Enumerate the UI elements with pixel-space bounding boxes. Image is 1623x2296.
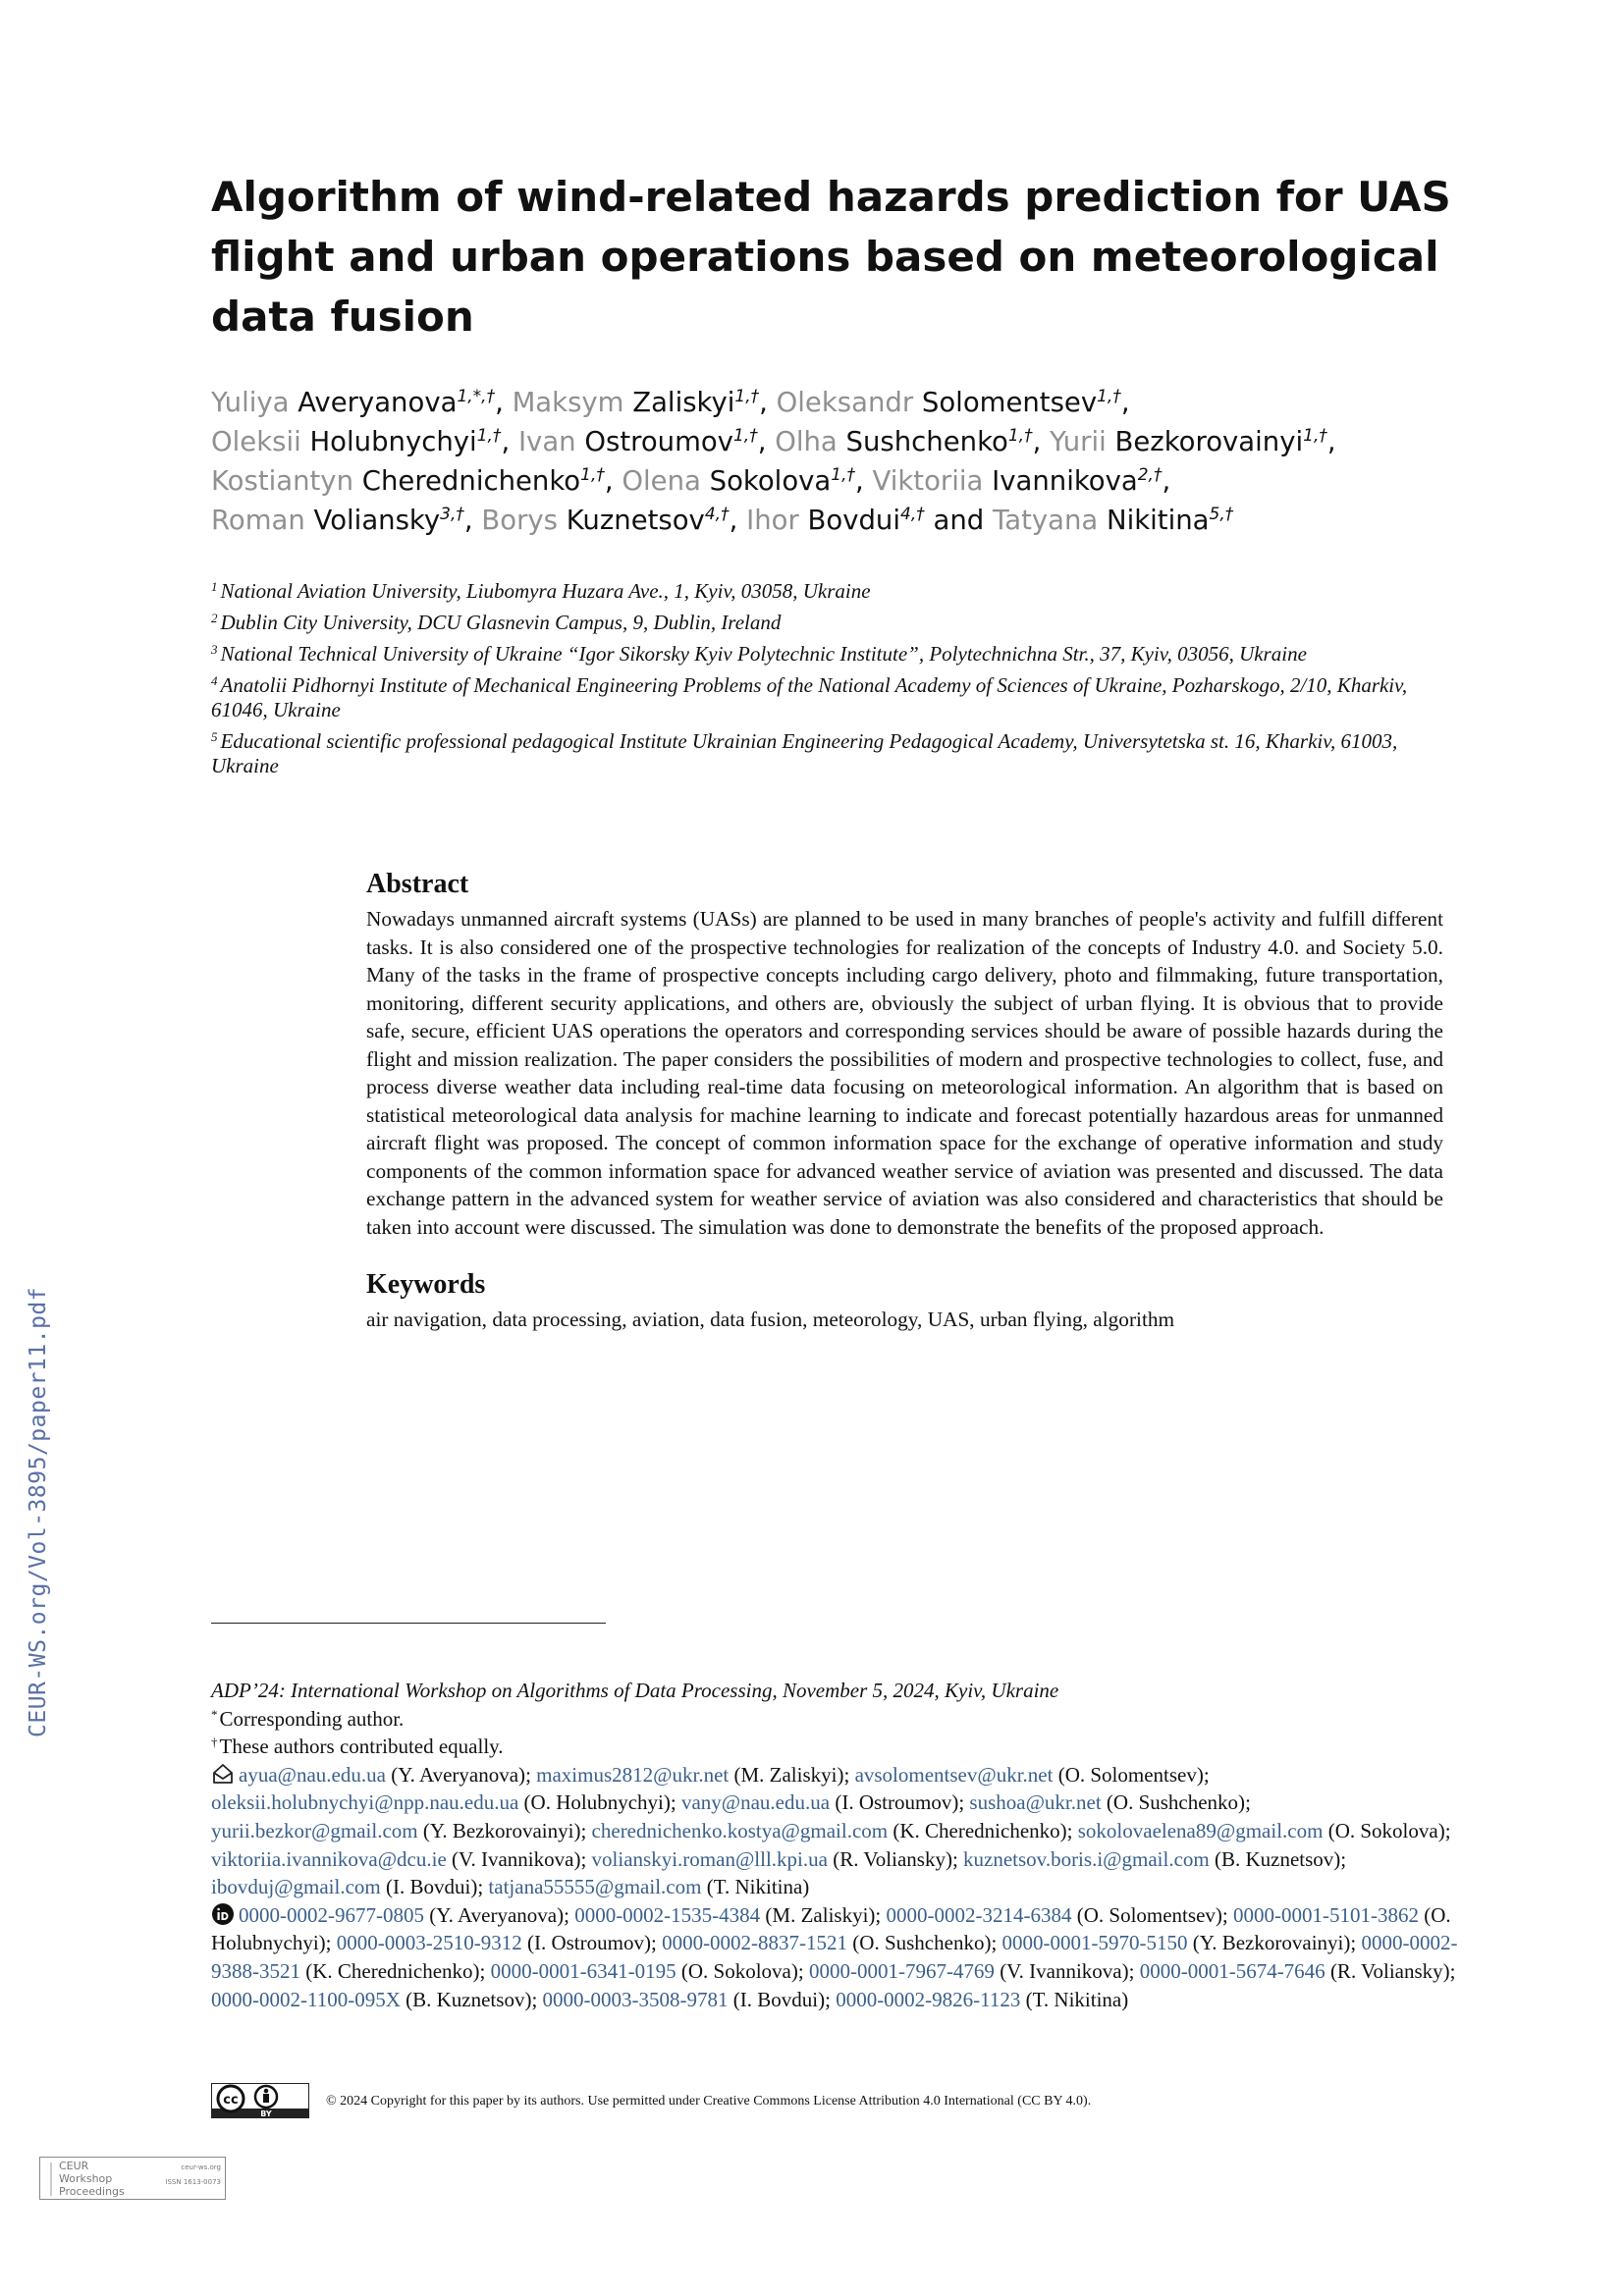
author-last-name: Bovdui bbox=[807, 505, 900, 536]
orcid-link[interactable]: 0000-0001-5674-7646 bbox=[1139, 1958, 1325, 1983]
orcid-link[interactable]: 0000-0002-8837-1521 bbox=[662, 1931, 848, 1955]
email-owner: (I. Bovdui) bbox=[386, 1875, 478, 1899]
keywords-heading: Keywords bbox=[366, 1269, 486, 1300]
email-owner: (K. Cherednichenko) bbox=[893, 1818, 1067, 1842]
author-name bbox=[873, 465, 1171, 497]
author-first-name: Kostiantyn bbox=[211, 465, 354, 497]
abstract-text: Nowadays unmanned aircraft systems (UASs) are planned to be used in many branches of people's activity and fulfill different tasks. It is also considered one of the prospective technologies for realization of the concepts of Industry 4.0. and Society 5.0. Many of the tasks in the frame of prospective concepts including cargo delivery, photo and filmmaking, future transportation, monitoring, different security applications, and others are, obviously the subject of urban flying. It is obvious that to provide safe, secure, efficient UAS operations the operators and corresponding services should be aware of possible hazards during the flight and mission realization. The paper considers the possibilities of modern and prospective technologies to collect, fuse, and process diverse weather data including real-time data focusing on meteorological information. An algorithm that is based on statistical meteorological data analysis for machine learning to indicate and forecast potentially hazardous areas for unmanned aircraft flight was proposed. The concept of common information space for the exchange of operative information and study components of the common information space for advanced weather service of aviation was presented and discussed. The data exchange pattern in the advanced system for weather service of aviation was also considered and characteristics that should be taken into account were discussed. The simulation was done to demonstrate the benefits of the proposed approach. bbox=[366, 907, 1443, 1239]
orcid-owner: (Y. Bezkorovainyi) bbox=[1192, 1931, 1351, 1955]
author-separator: , bbox=[1326, 426, 1336, 457]
author-name bbox=[211, 426, 510, 457]
orcid-link[interactable]: 0000-0001-7967-4769 bbox=[808, 1958, 995, 1983]
conference-note: ADP’24: International Workshop on Algorithms of Data Processing, November 5, 2024, Kyiv, Ukraine bbox=[211, 1679, 1059, 1702]
email-owner: (O. Sushchenko) bbox=[1106, 1790, 1246, 1815]
equal-contrib-note: †These authors contributed equally. bbox=[211, 1735, 504, 1759]
email-owner: (M. Zaliskyi) bbox=[733, 1762, 844, 1787]
affiliation-text: Dublin City University, DCU Glasnevin Campus, 9, Dublin, Ireland bbox=[220, 611, 782, 634]
author-first-name: Yurii bbox=[1050, 426, 1107, 457]
author-name bbox=[211, 387, 504, 418]
author-first-name: Ihor bbox=[746, 505, 799, 536]
author-affiliation-marks: 3,† bbox=[440, 505, 464, 524]
orcid-owner: (K. Cherednichenko) bbox=[305, 1958, 480, 1983]
paper-title: Algorithm of wind-related hazards prediction for UAS flight and urban operations based on meteorological data fusion bbox=[211, 173, 1451, 341]
affiliation-number: 1 bbox=[211, 579, 218, 594]
author-separator: , bbox=[757, 426, 767, 457]
author-first-name: Olha bbox=[775, 426, 838, 457]
author-last-name: Sokolova bbox=[709, 465, 832, 497]
author-first-name: Roman bbox=[211, 505, 305, 536]
author-first-name: Yuliya bbox=[211, 387, 290, 418]
affiliation-list bbox=[211, 579, 1438, 785]
footnote-rule bbox=[211, 1623, 606, 1624]
affiliation bbox=[211, 579, 1438, 604]
orcid-link[interactable]: 0000-0003-2510-9312 bbox=[336, 1931, 522, 1955]
svg-text:Proceedings: Proceedings bbox=[59, 2185, 125, 2198]
email-link[interactable]: sushoa@ukr.net bbox=[969, 1790, 1102, 1815]
author-separator: , bbox=[463, 505, 473, 536]
author-separator: and bbox=[924, 505, 985, 536]
ceur-workshop-logo bbox=[39, 2157, 226, 2200]
author-name bbox=[211, 465, 614, 497]
orcid-owner: (B. Kuznetsov) bbox=[406, 1987, 532, 2011]
author-affiliation-marks: 1,† bbox=[476, 426, 502, 446]
author-last-name: Kuznetsov bbox=[566, 505, 705, 536]
abstract-section bbox=[366, 868, 1443, 1334]
email-link[interactable]: avsolomentsev@ukr.net bbox=[854, 1762, 1054, 1787]
svg-text:CEUR: CEUR bbox=[59, 2160, 89, 2172]
author-name bbox=[211, 505, 473, 536]
orcid-owner: (Y. Averyanova) bbox=[429, 1902, 565, 1927]
side-url[interactable] bbox=[18, 1207, 51, 1737]
email-link[interactable]: vany@nau.edu.ua bbox=[680, 1790, 831, 1815]
affiliation-text: National Technical University of Ukraine “Igor Sikorsky Kyiv Polytechnic Institute”, Polytechnichna Str., 37, Kyiv, 03056, Ukraine bbox=[220, 642, 1307, 666]
footnotes bbox=[211, 1677, 1458, 2013]
author-affiliation-marks: 1,*,† bbox=[457, 387, 496, 406]
email-link[interactable]: sokolovaelena89@gmail.com bbox=[1077, 1818, 1324, 1842]
author-affiliation-marks: 5,† bbox=[1209, 505, 1234, 524]
orcid-link[interactable]: 0000-0002-9388-3521 bbox=[211, 1931, 1458, 1983]
author-last-name: Voliansky bbox=[313, 505, 441, 536]
author-last-name: Cherednichenko bbox=[361, 465, 581, 497]
email-list: ayua@nau.edu.ua (Y. Averyanova); maximus2812@ukr.net (M. Zaliskyi); avsolomentsev@ukr.net (O. Solomentsev); oleksii.holubnychyi@npp.nau.edu.ua (O. Holubnychyi); vany@nau.edu.ua (I. Ostroumov); sushoa@ukr.net (O. Sushchenko); yurii.bezkor@gmail.com (Y. Bezkorovainyi); cherednichenko.kostya@gmail.com (K. Cherednichenko); sokolovaelena89@gmail.com (O. Sokolova); viktoriia.ivannikova@dcu.ie (V. Ivannikova); volianskyi.roman@lll.kpi.ua (R. Voliansky); kuznetsov.boris.i@gmail.com (B. Kuznetsov); ibovduj@gmail.com (I. Bovdui); tatjana55555@gmail.com (T. Nikitina) bbox=[211, 1762, 1451, 1899]
orcid-icon bbox=[211, 1902, 235, 1926]
email-owner: (O. Holubnychyi) bbox=[523, 1790, 671, 1815]
email-link[interactable]: tatjana55555@gmail.com bbox=[488, 1875, 702, 1899]
orcid-owner: (O. Solomentsev) bbox=[1076, 1902, 1222, 1927]
author-last-name: Averyanova bbox=[298, 387, 458, 418]
author-separator: , bbox=[1162, 465, 1171, 497]
email-owner: (Y. Averyanova) bbox=[391, 1762, 526, 1787]
author-last-name: Bezkorovainyi bbox=[1114, 426, 1304, 457]
orcid-link[interactable]: 0000-0002-1100-095X bbox=[211, 1987, 401, 2011]
author-name bbox=[518, 426, 767, 457]
email-owner: (R. Voliansky) bbox=[833, 1846, 952, 1871]
author-separator: , bbox=[501, 426, 511, 457]
author-first-name: Olena bbox=[622, 465, 701, 497]
author-name bbox=[775, 426, 1041, 457]
affiliation-number: 2 bbox=[211, 611, 218, 625]
author-first-name: Ivan bbox=[517, 426, 576, 457]
author-separator: , bbox=[495, 387, 504, 418]
cc-by-badge-icon[interactable] bbox=[211, 2083, 309, 2118]
orcid-owner: (V. Ivannikova) bbox=[1000, 1958, 1129, 1983]
author-affiliation-marks: 1,† bbox=[1097, 387, 1121, 406]
author-first-name: Viktoriia bbox=[872, 465, 984, 497]
author-affiliation-marks: 1,† bbox=[580, 465, 605, 485]
orcid-owner: (T. Nikitina) bbox=[1025, 1987, 1129, 2011]
author-last-name: Holubnychyi bbox=[309, 426, 477, 457]
affiliation-number: 3 bbox=[211, 642, 218, 657]
author-last-name: Ostroumov bbox=[584, 426, 733, 457]
email-link[interactable]: cherednichenko.kostya@gmail.com bbox=[591, 1818, 889, 1842]
keywords-text: air navigation, data processing, aviation, data fusion, meteorology, UAS, urban flying, algorithm bbox=[366, 1308, 1175, 1331]
orcid-list: 0000-0002-9677-0805 (Y. Averyanova); 0000-0002-1535-4384 (M. Zaliskyi); 0000-0002-3214-6384 (O. Solomentsev); 0000-0001-5101-3862 (O. Holubnychyi); 0000-0003-2510-9312 (I. Ostroumov); 0000-0002-8837-1521 (O. Sushchenko); 0000-0001-5970-5150 (Y. Bezkorovainyi); 0000-0002-9388-3521 (K. Cherednichenko); 0000-0001-6341-0195 (O. Sokolova); 0000-0001-7967-4769 (V. Ivannikova); 0000-0001-5674-7646 (R. Voliansky); 0000-0002-1100-095X (B. Kuznetsov); 0000-0003-3508-9781 (I. Bovdui); 0000-0002-9826-1123 (T. Nikitina) bbox=[211, 1902, 1458, 2011]
affiliation bbox=[211, 611, 1438, 635]
email-link[interactable]: ibovduj@gmail.com bbox=[211, 1875, 381, 1899]
orcid-link[interactable]: 0000-0001-5101-3862 bbox=[1232, 1902, 1419, 1927]
affiliation-number: 4 bbox=[211, 673, 218, 688]
orcid-owner: (M. Zaliskyi) bbox=[765, 1902, 876, 1927]
author-separator: , bbox=[604, 465, 614, 497]
orcid-owner: (I. Ostroumov) bbox=[526, 1931, 651, 1955]
email-owner: (O. Sokolova) bbox=[1327, 1818, 1445, 1842]
author-name bbox=[481, 505, 737, 536]
svg-text:cc: cc bbox=[223, 2093, 239, 2108]
affiliation bbox=[211, 642, 1438, 667]
orcid-owner: (O. Sushchenko) bbox=[852, 1931, 992, 1955]
affiliation-text: Educational scientific professional pedagogical Institute Ukrainian Engineering Pedagogical Academy, Universytetska st. 16, Kharkiv, 61003, Ukraine bbox=[211, 729, 1398, 777]
email-owner: (Y. Bezkorovainyi) bbox=[422, 1818, 581, 1842]
envelope-house-icon bbox=[211, 1762, 235, 1786]
orcid-link[interactable]: 0000-0001-6341-0195 bbox=[490, 1958, 676, 1983]
email-link[interactable]: ayua@nau.edu.ua bbox=[239, 1762, 386, 1787]
svg-text:ceur-ws.org: ceur-ws.org bbox=[181, 2163, 221, 2171]
author-first-name: Borys bbox=[481, 505, 558, 536]
orcid-link[interactable]: 0000-0001-5970-5150 bbox=[1001, 1931, 1188, 1955]
affiliation-text: Anatolii Pidhornyi Institute of Mechanical Engineering Problems of the National Academy of Sciences of Ukraine, Pozharskogo, 2/10, Kharkiv, 61046, Ukraine bbox=[211, 673, 1408, 721]
orcid-link[interactable]: 0000-0002-3214-6384 bbox=[886, 1902, 1072, 1927]
orcid-owner: (I. Bovdui) bbox=[732, 1987, 826, 2011]
orcid-link[interactable]: 0000-0002-9677-0805 bbox=[239, 1902, 424, 1927]
affiliation-number: 5 bbox=[211, 729, 218, 744]
author-name bbox=[746, 505, 984, 536]
author-last-name: Solomentsev bbox=[921, 387, 1098, 418]
license-text: © 2024 Copyright for this paper by its authors. Use permitted under Creative Commons License Attribution 4.0 International (CC BY 4.0). bbox=[326, 2094, 1092, 2109]
author-last-name: Zaliskyi bbox=[632, 387, 735, 418]
author-affiliation-marks: 1,† bbox=[831, 465, 856, 485]
author-last-name: Nikitina bbox=[1107, 505, 1210, 536]
author-name bbox=[993, 505, 1233, 536]
orcid-owner: (R. Voliansky) bbox=[1329, 1958, 1450, 1983]
author-last-name: Sushchenko bbox=[845, 426, 1008, 457]
email-owner: (I. Ostroumov) bbox=[835, 1790, 959, 1815]
email-owner: (V. Ivannikova) bbox=[452, 1846, 581, 1871]
author-affiliation-marks: 4,† bbox=[900, 505, 925, 524]
author-separator: , bbox=[855, 465, 864, 497]
author-affiliation-marks: 1,† bbox=[732, 426, 758, 446]
author-separator: , bbox=[1032, 426, 1042, 457]
svg-text:BY: BY bbox=[260, 2109, 272, 2118]
corresponding-note: *Corresponding author. bbox=[211, 1706, 405, 1731]
author-separator: , bbox=[1120, 387, 1130, 418]
email-link[interactable]: maximus2812@ukr.net bbox=[536, 1762, 730, 1787]
email-owner: (T. Nikitina) bbox=[706, 1875, 810, 1899]
author-name bbox=[513, 387, 768, 418]
email-link[interactable]: volianskyi.roman@lll.kpi.ua bbox=[591, 1846, 828, 1871]
author-first-name: Oleksii bbox=[211, 426, 301, 457]
orcid-owner: (O. Sokolova) bbox=[680, 1958, 798, 1983]
email-link[interactable]: kuznetsov.boris.i@gmail.com bbox=[963, 1846, 1210, 1871]
email-link[interactable]: viktoriia.ivannikova@dcu.ie bbox=[211, 1846, 447, 1871]
orcid-link[interactable]: 0000-0002-9826-1123 bbox=[836, 1987, 1021, 2011]
email-owner: (B. Kuznetsov) bbox=[1214, 1846, 1341, 1871]
side-url-text[interactable]: CEUR-WS.org/Vol-3895/paper11.pdf bbox=[26, 1286, 51, 1737]
svg-text:ISSN 1613-0073: ISSN 1613-0073 bbox=[165, 2178, 221, 2186]
author-list bbox=[211, 383, 1488, 540]
abstract-heading: Abstract bbox=[366, 869, 469, 899]
affiliation-text: National Aviation University, Liubomyra Huzara Ave., 1, Kyiv, 03058, Ukraine bbox=[220, 579, 871, 603]
author-first-name: Tatyana bbox=[992, 505, 1099, 536]
email-link[interactable]: yurii.bezkor@gmail.com bbox=[211, 1818, 418, 1842]
orcid-link[interactable]: 0000-0002-1535-4384 bbox=[574, 1902, 761, 1927]
author-name bbox=[622, 465, 863, 497]
license-row bbox=[211, 2083, 1488, 2118]
author-affiliation-marks: 1,† bbox=[734, 387, 760, 406]
orcid-owner: (O. Holubnychyi) bbox=[211, 1902, 1451, 1955]
author-first-name: Maksym bbox=[512, 387, 624, 418]
email-owner: (O. Solomentsev) bbox=[1057, 1762, 1204, 1787]
author-affiliation-marks: 1,† bbox=[1303, 426, 1327, 446]
author-last-name: Ivannikova bbox=[992, 465, 1138, 497]
orcid-link[interactable]: 0000-0003-3508-9781 bbox=[542, 1987, 729, 2011]
author-affiliation-marks: 2,† bbox=[1137, 465, 1163, 485]
svg-text:Workshop: Workshop bbox=[59, 2172, 113, 2185]
author-separator: , bbox=[729, 505, 738, 536]
author-name bbox=[1050, 426, 1336, 457]
author-first-name: Oleksandr bbox=[776, 387, 914, 418]
author-affiliation-marks: 4,† bbox=[704, 505, 730, 524]
author-name bbox=[777, 387, 1130, 418]
affiliation bbox=[211, 673, 1438, 722]
author-separator: , bbox=[759, 387, 768, 418]
author-affiliation-marks: 1,† bbox=[1007, 426, 1033, 446]
email-link[interactable]: oleksii.holubnychyi@npp.nau.edu.ua bbox=[211, 1790, 519, 1815]
affiliation bbox=[211, 729, 1438, 778]
